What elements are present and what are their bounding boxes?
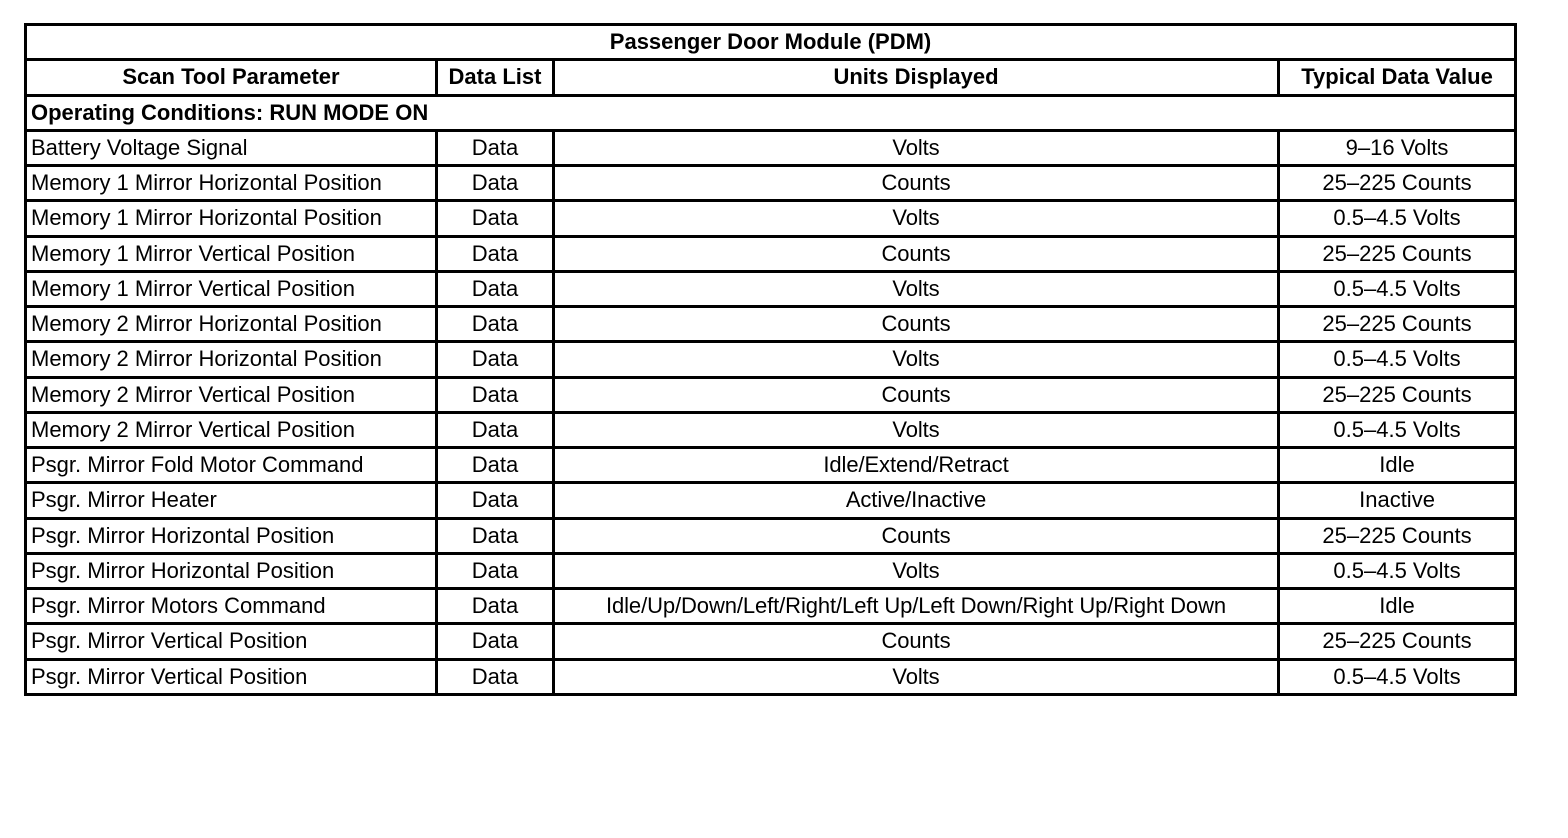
cell-typical-data-value: 0.5–4.5 Volts <box>1279 553 1516 588</box>
cell-typical-data-value: 25–225 Counts <box>1279 166 1516 201</box>
table-row <box>26 553 1516 588</box>
cell-data-list: Data <box>437 659 554 694</box>
table-row <box>26 130 1516 165</box>
cell-units-displayed: Counts <box>554 377 1279 412</box>
cell-units-displayed: Volts <box>554 271 1279 306</box>
cell-parameter: Memory 2 Mirror Horizontal Position <box>26 342 437 377</box>
cell-typical-data-value: 0.5–4.5 Volts <box>1279 412 1516 447</box>
cell-units-displayed: Volts <box>554 342 1279 377</box>
cell-parameter: Memory 1 Mirror Horizontal Position <box>26 166 437 201</box>
table-row <box>26 589 1516 624</box>
title-row <box>26 25 1516 60</box>
cell-data-list: Data <box>437 166 554 201</box>
cell-data-list: Data <box>437 201 554 236</box>
header-units-displayed: Units Displayed <box>554 60 1279 95</box>
cell-typical-data-value: 0.5–4.5 Volts <box>1279 659 1516 694</box>
table-row <box>26 271 1516 306</box>
table-title: Passenger Door Module (PDM) <box>26 25 1516 60</box>
cell-data-list: Data <box>437 448 554 483</box>
cell-typical-data-value: Inactive <box>1279 483 1516 518</box>
cell-units-displayed: Volts <box>554 201 1279 236</box>
cell-data-list: Data <box>437 553 554 588</box>
table-row <box>26 166 1516 201</box>
cell-units-displayed: Counts <box>554 166 1279 201</box>
cell-parameter: Psgr. Mirror Horizontal Position <box>26 553 437 588</box>
cell-typical-data-value: 0.5–4.5 Volts <box>1279 342 1516 377</box>
table-row <box>26 483 1516 518</box>
cell-parameter: Memory 1 Mirror Vertical Position <box>26 271 437 306</box>
cell-units-displayed: Idle/Extend/Retract <box>554 448 1279 483</box>
cell-typical-data-value: 9–16 Volts <box>1279 130 1516 165</box>
header-typical-data-value: Typical Data Value <box>1279 60 1516 95</box>
cell-parameter: Memory 2 Mirror Horizontal Position <box>26 307 437 342</box>
cell-typical-data-value: 25–225 Counts <box>1279 377 1516 412</box>
cell-parameter: Battery Voltage Signal <box>26 130 437 165</box>
cell-parameter: Memory 2 Mirror Vertical Position <box>26 377 437 412</box>
cell-typical-data-value: 25–225 Counts <box>1279 307 1516 342</box>
cell-parameter: Memory 1 Mirror Vertical Position <box>26 236 437 271</box>
cell-data-list: Data <box>437 236 554 271</box>
cell-typical-data-value: 0.5–4.5 Volts <box>1279 271 1516 306</box>
cell-parameter: Psgr. Mirror Heater <box>26 483 437 518</box>
table-row <box>26 448 1516 483</box>
table-row <box>26 377 1516 412</box>
cell-units-displayed: Counts <box>554 624 1279 659</box>
cell-typical-data-value: 25–225 Counts <box>1279 624 1516 659</box>
cell-units-displayed: Volts <box>554 553 1279 588</box>
cell-typical-data-value: Idle <box>1279 448 1516 483</box>
header-scan-tool-parameter: Scan Tool Parameter <box>26 60 437 95</box>
cell-typical-data-value: Idle <box>1279 589 1516 624</box>
cell-units-displayed: Counts <box>554 236 1279 271</box>
cell-typical-data-value: 25–225 Counts <box>1279 236 1516 271</box>
table-row <box>26 659 1516 694</box>
cell-typical-data-value: 0.5–4.5 Volts <box>1279 201 1516 236</box>
cell-units-displayed: Idle/Up/Down/Left/Right/Left Up/Left Down/Right Up/Right Down <box>554 589 1279 624</box>
cell-parameter: Psgr. Mirror Horizontal Position <box>26 518 437 553</box>
cell-units-displayed: Volts <box>554 659 1279 694</box>
table-row <box>26 624 1516 659</box>
cell-typical-data-value: 25–225 Counts <box>1279 518 1516 553</box>
cell-data-list: Data <box>437 412 554 447</box>
cell-units-displayed: Counts <box>554 307 1279 342</box>
cell-data-list: Data <box>437 624 554 659</box>
table-row <box>26 201 1516 236</box>
cell-units-displayed: Counts <box>554 518 1279 553</box>
cell-parameter: Psgr. Mirror Fold Motor Command <box>26 448 437 483</box>
header-data-list: Data List <box>437 60 554 95</box>
section-row <box>26 95 1516 130</box>
section-operating-conditions: Operating Conditions: RUN MODE ON <box>26 95 1516 130</box>
pdm-data-table-frame <box>24 23 1514 696</box>
cell-data-list: Data <box>437 518 554 553</box>
cell-data-list: Data <box>437 377 554 412</box>
cell-parameter: Psgr. Mirror Motors Command <box>26 589 437 624</box>
cell-data-list: Data <box>437 483 554 518</box>
cell-data-list: Data <box>437 130 554 165</box>
table-row <box>26 412 1516 447</box>
cell-parameter: Psgr. Mirror Vertical Position <box>26 624 437 659</box>
header-row <box>26 60 1516 95</box>
cell-parameter: Memory 1 Mirror Horizontal Position <box>26 201 437 236</box>
table-row <box>26 342 1516 377</box>
cell-units-displayed: Volts <box>554 130 1279 165</box>
table-row <box>26 307 1516 342</box>
cell-data-list: Data <box>437 307 554 342</box>
cell-data-list: Data <box>437 271 554 306</box>
cell-units-displayed: Active/Inactive <box>554 483 1279 518</box>
cell-units-displayed: Volts <box>554 412 1279 447</box>
cell-parameter: Psgr. Mirror Vertical Position <box>26 659 437 694</box>
table-body <box>26 95 1516 694</box>
table-row <box>26 236 1516 271</box>
pdm-data-table <box>24 23 1517 696</box>
table-row <box>26 518 1516 553</box>
cell-data-list: Data <box>437 589 554 624</box>
cell-data-list: Data <box>437 342 554 377</box>
cell-parameter: Memory 2 Mirror Vertical Position <box>26 412 437 447</box>
